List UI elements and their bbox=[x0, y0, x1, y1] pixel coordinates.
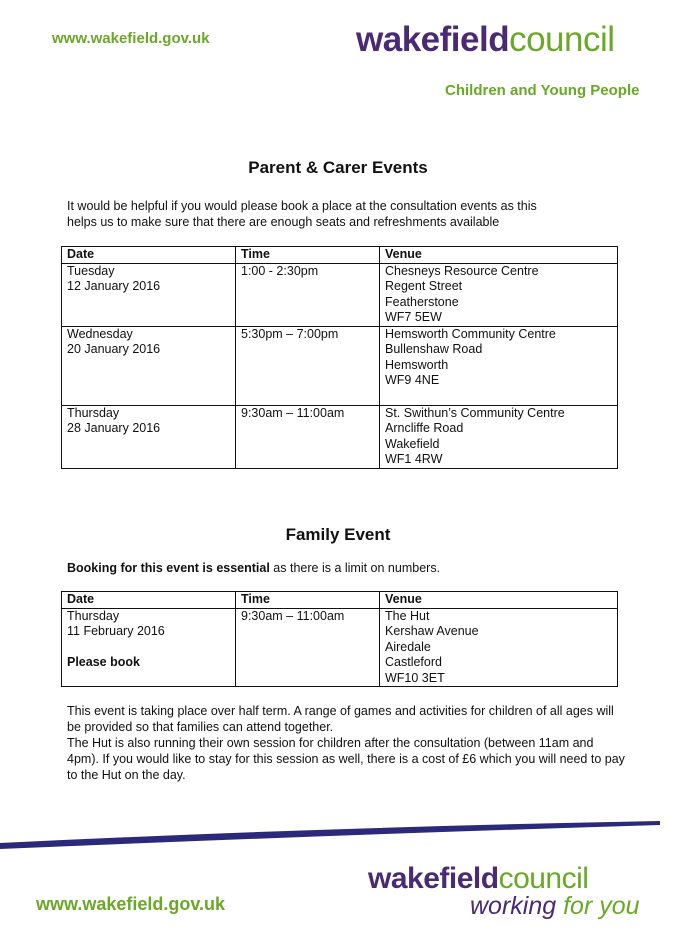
time-cell: 9:30am – 11:00am bbox=[236, 405, 380, 468]
column-header: Venue bbox=[380, 247, 618, 264]
council-logo bbox=[356, 20, 615, 60]
table-row bbox=[62, 608, 618, 687]
column-header: Time bbox=[236, 247, 380, 264]
table-row bbox=[62, 263, 618, 326]
family-section-title: Family Event bbox=[285, 525, 391, 544]
time-cell: 9:30am – 11:00am bbox=[236, 608, 380, 687]
family-event-description: This event is taking place over half term. A range of games and activities for children of all ages will be provided so that families can attend together. The Hut is also running their own session for children after the consultation (between 11am and 4pm). If you would like to stay for this session as well, there is a cost of £6 which you will need to pay to the Hut on the day. bbox=[67, 704, 625, 782]
time-cell: 1:00 - 2:30pm bbox=[236, 263, 380, 326]
family-event-table bbox=[61, 591, 618, 687]
department-name: Children and Young People bbox=[445, 82, 640, 99]
column-header: Venue bbox=[380, 592, 618, 609]
parent-events-table bbox=[61, 246, 618, 469]
logo-light-text: council bbox=[498, 862, 589, 895]
column-header: Time bbox=[236, 592, 380, 609]
table-header-row bbox=[62, 247, 618, 264]
venue-cell: Chesneys Resource Centre Regent Street Featherstone WF7 5EW bbox=[380, 263, 618, 326]
table-row bbox=[62, 326, 618, 405]
column-header: Date bbox=[62, 247, 236, 264]
booking-note: Booking for this event is essential as there is a limit on numbers. bbox=[67, 561, 441, 575]
footer-url[interactable]: www.wakefield.gov.uk bbox=[36, 894, 226, 914]
time-cell: 5:30pm – 7:00pm bbox=[236, 326, 380, 405]
date-cell: Tuesday 12 January 2016 bbox=[62, 263, 236, 326]
date-cell: Wednesday 20 January 2016 bbox=[62, 326, 236, 405]
table-row bbox=[62, 405, 618, 468]
parent-section-title: Parent & Carer Events bbox=[248, 158, 428, 177]
table-header-row bbox=[62, 592, 618, 609]
column-header: Date bbox=[62, 592, 236, 609]
footer-tagline: working for you bbox=[470, 892, 640, 920]
please-book-note: Please book bbox=[67, 655, 140, 669]
date-cell: Thursday 28 January 2016 bbox=[62, 405, 236, 468]
logo-bold-text: wakefield bbox=[356, 20, 510, 59]
venue-cell: The Hut Kershaw Avenue Airedale Castleford WF10 3ET bbox=[380, 608, 618, 687]
footer-swoosh bbox=[0, 815, 676, 855]
venue-cell: St. Swithun’s Community Centre Arncliffe Road Wakefield WF1 4RW bbox=[380, 405, 618, 468]
parent-intro: It would be helpful if you would please book a place at the consultation events as this helps us to make sure that there are enough seats and refreshments available bbox=[67, 199, 537, 229]
logo-light-text: council bbox=[509, 20, 615, 59]
date-cell: Thursday 11 February 2016 Please book bbox=[62, 608, 236, 687]
venue-cell: Hemsworth Community Centre Bullenshaw Road Hemsworth WF9 4NE bbox=[380, 326, 618, 405]
footer-council-logo bbox=[368, 862, 588, 896]
logo-bold-text: wakefield bbox=[368, 862, 499, 895]
header-url[interactable]: www.wakefield.gov.uk bbox=[52, 30, 210, 47]
